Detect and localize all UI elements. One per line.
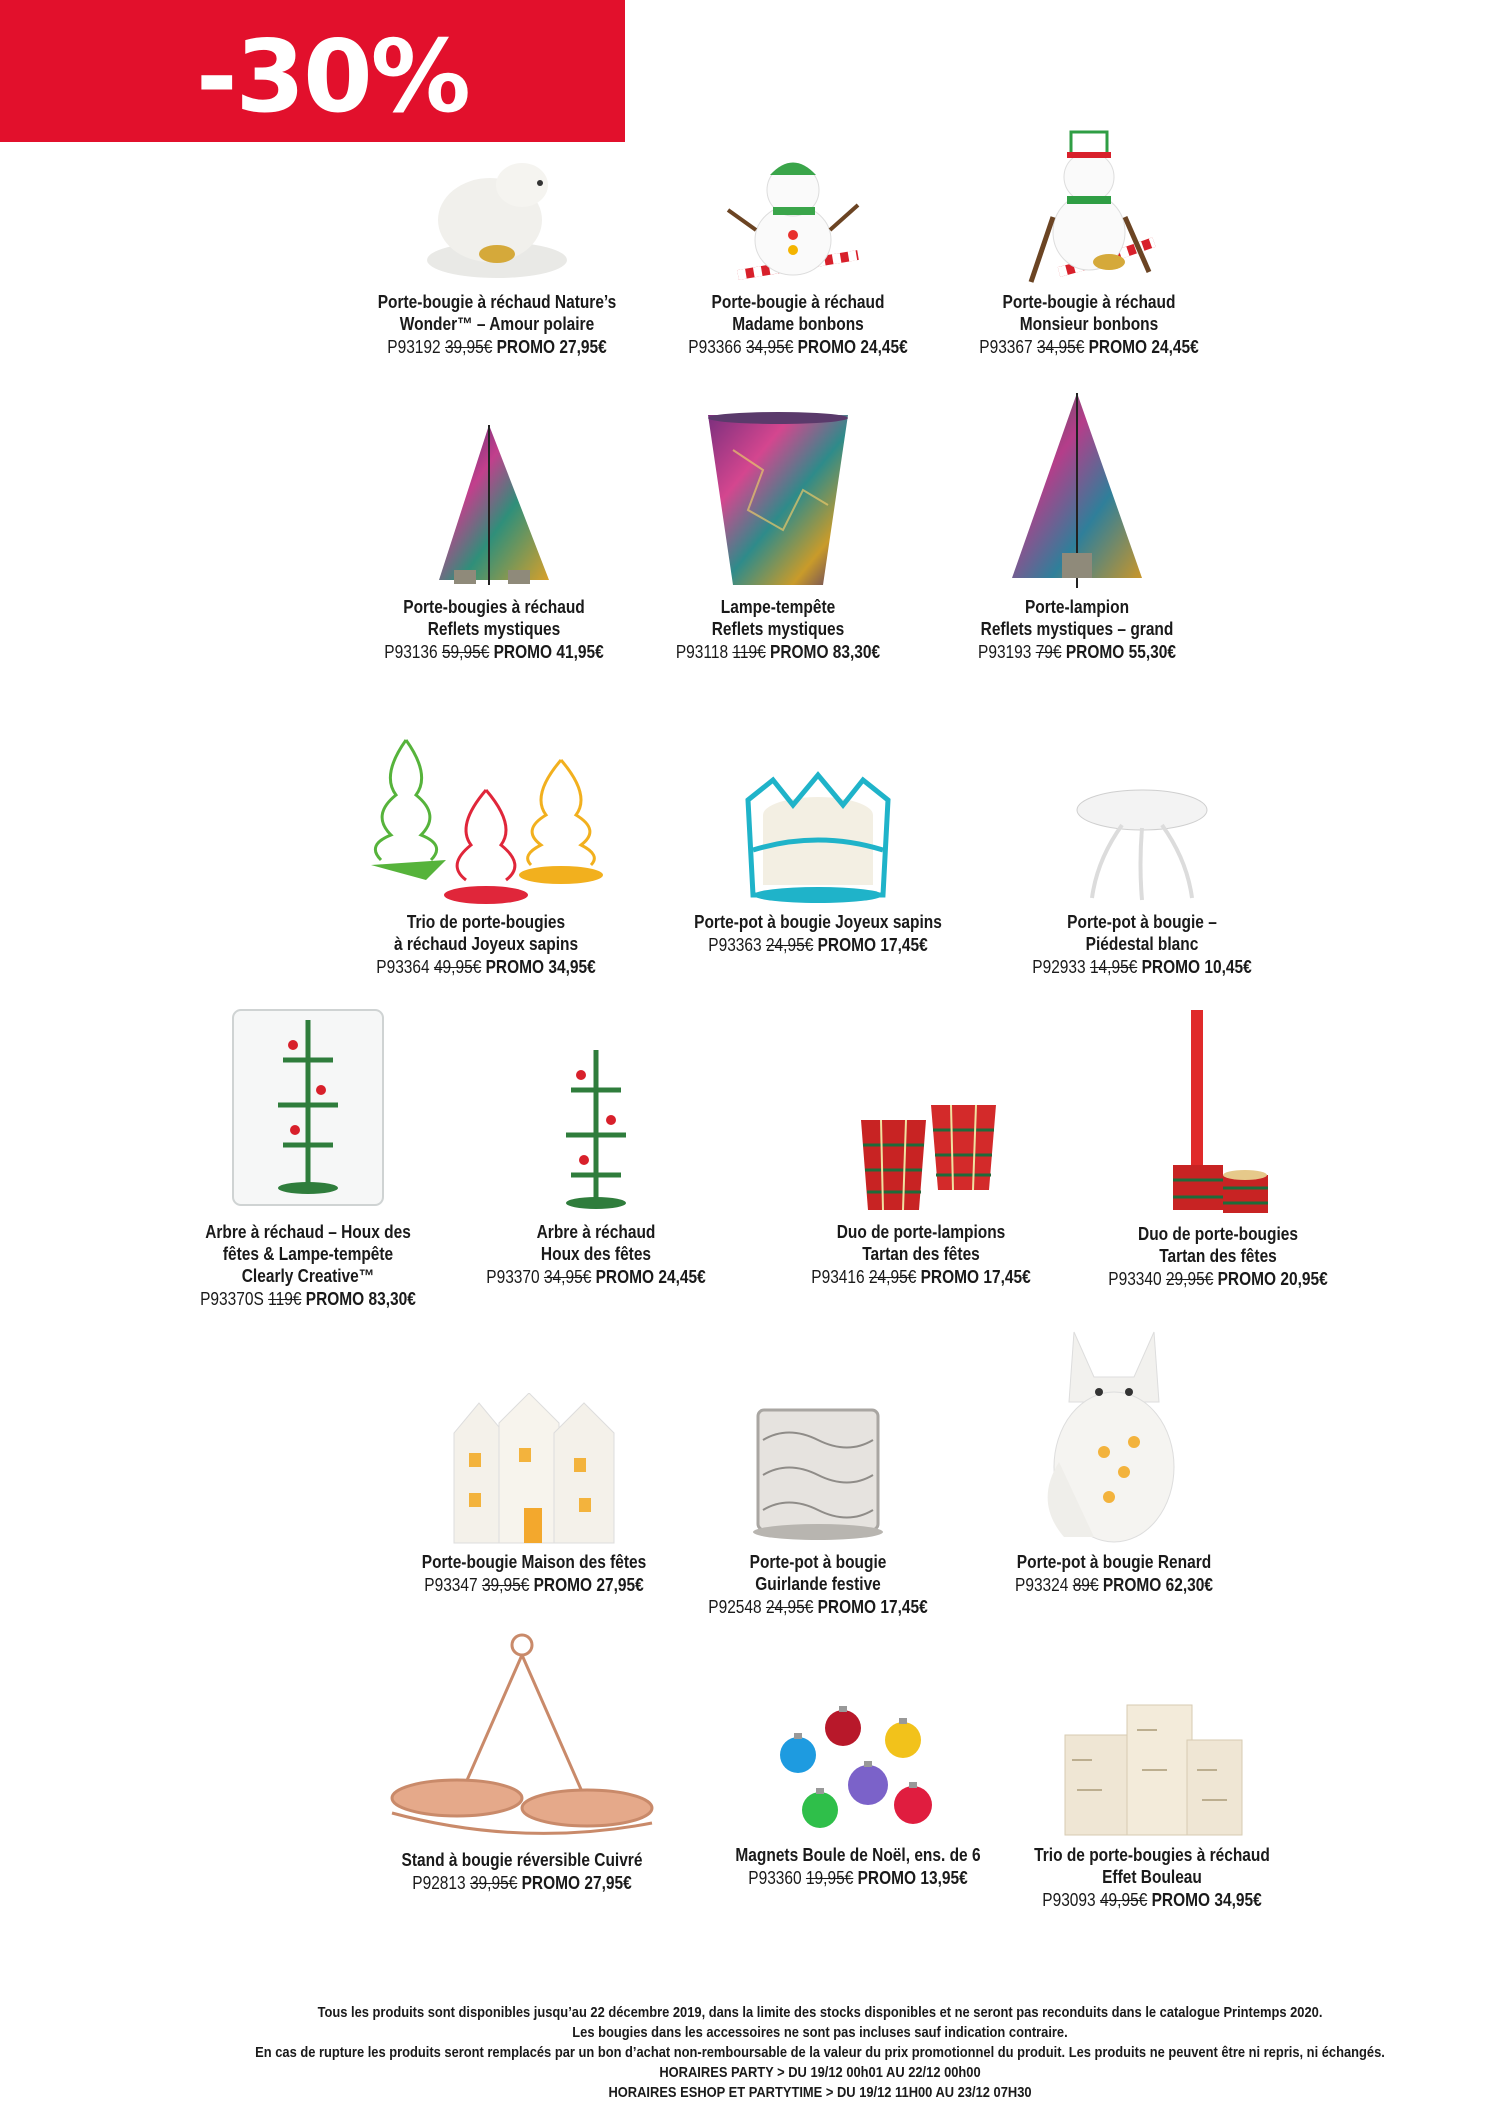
old-price: 34,95€ bbox=[543, 1267, 592, 1287]
footer-legal bbox=[244, 2003, 1396, 2103]
product-price bbox=[357, 955, 615, 979]
ornament-magnets-image bbox=[778, 1700, 938, 1838]
product-card[interactable] bbox=[336, 735, 636, 979]
product-name: Duo de porte-lampions Tartan des fêtes bbox=[836, 1222, 1006, 1264]
old-price: 39,95€ bbox=[481, 1575, 530, 1595]
promo-price: PROMO 24,45€ bbox=[595, 1267, 706, 1287]
product-card[interactable] bbox=[964, 1322, 1264, 1597]
product-price bbox=[1013, 955, 1271, 979]
holiday-house-candle-holder-image bbox=[439, 1393, 629, 1545]
product-ref: P93118 bbox=[675, 642, 729, 662]
product-card[interactable] bbox=[708, 1700, 1008, 1890]
promo-price: PROMO 62,30€ bbox=[1102, 1575, 1213, 1595]
footer-party-hours: HORAIRES PARTY > DU 19/12 00h01 AU 22/12 00h00 bbox=[659, 2064, 981, 2081]
product-price bbox=[365, 640, 623, 664]
product-ref: P93364 bbox=[376, 957, 430, 977]
product-ref: P93324 bbox=[1015, 1575, 1069, 1595]
product-price bbox=[669, 335, 927, 359]
promo-price: PROMO 41,95€ bbox=[493, 642, 604, 662]
product-ref: P92933 bbox=[1032, 957, 1086, 977]
birch-candle-trio-image bbox=[1057, 1700, 1247, 1838]
product-name: Arbre à réchaud Houx des fêtes bbox=[536, 1222, 656, 1264]
product-name: Porte-bougies à réchaud Reflets mystiques bbox=[403, 597, 585, 639]
product-ref: P93193 bbox=[978, 642, 1032, 662]
promo-price: PROMO 27,95€ bbox=[521, 1873, 632, 1893]
tartan-votive-duo-image bbox=[841, 1100, 1001, 1215]
mosaic-hurricane-lamp-image bbox=[703, 410, 853, 590]
old-price: 119€ bbox=[732, 642, 766, 662]
product-name: Porte-lampion Reflets mystiques – grand bbox=[980, 597, 1174, 639]
holly-tree-candle-holder-image bbox=[546, 1045, 646, 1215]
product-ref: P93136 bbox=[384, 642, 438, 662]
product-card[interactable] bbox=[927, 388, 1227, 664]
product-ref: P93340 bbox=[1108, 1269, 1162, 1289]
product-card[interactable] bbox=[648, 145, 948, 359]
fox-jar-holder-image bbox=[1034, 1322, 1194, 1545]
promo-price: PROMO 34,95€ bbox=[1151, 1890, 1262, 1910]
product-price bbox=[729, 1866, 987, 1890]
product-name: Arbre à réchaud – Houx des fêtes & Lampe-tempête Clearly Creative™ bbox=[205, 1222, 411, 1286]
product-ref: P93370S bbox=[200, 1289, 264, 1309]
copper-reversible-stand-image bbox=[382, 1633, 662, 1843]
promo-price: PROMO 17,45€ bbox=[817, 935, 928, 955]
product-ref: P93347 bbox=[424, 1575, 478, 1595]
product-ref: P93192 bbox=[387, 337, 441, 357]
promo-price: PROMO 24,45€ bbox=[797, 337, 908, 357]
old-price: 24,95€ bbox=[765, 1597, 814, 1617]
product-price bbox=[985, 1573, 1243, 1597]
product-card[interactable] bbox=[628, 410, 928, 664]
product-ref: P93370 bbox=[486, 1267, 540, 1287]
footer-candles-note: Les bougies dans les accessoires ne sont pas incluses sauf indication contraire. bbox=[572, 2024, 1068, 2041]
product-card[interactable] bbox=[372, 1633, 672, 1895]
product-card[interactable] bbox=[939, 122, 1239, 359]
product-price bbox=[467, 1265, 725, 1289]
product-name: Duo de porte-bougies Tartan des fêtes bbox=[1138, 1224, 1298, 1266]
product-name: Porte-bougie à réchaud Nature’s Wonder™ – Amour polaire bbox=[377, 292, 617, 334]
promo-price: PROMO 20,95€ bbox=[1217, 1269, 1328, 1289]
product-name: Magnets Boule de Noël, ens. de 6 bbox=[735, 1845, 981, 1865]
old-price: 39,95€ bbox=[469, 1873, 518, 1893]
promo-price: PROMO 10,45€ bbox=[1141, 957, 1252, 977]
product-ref: P93366 bbox=[688, 337, 742, 357]
old-price: 34,95€ bbox=[745, 337, 794, 357]
product-price bbox=[1089, 1267, 1347, 1291]
trio-swirl-trees-image bbox=[361, 735, 611, 905]
product-name: Trio de porte-bougies à réchaud Effet Bouleau bbox=[1034, 1845, 1270, 1887]
product-ref: P92813 bbox=[412, 1873, 466, 1893]
footer-stock-note: En cas de rupture les produits seront remplacés par un bon d’achat non-remboursable de la valeur du prix promotionnel du produit. Les produits ne peuvent être ni repris, ni échangés. bbox=[255, 2044, 1385, 2061]
product-card[interactable] bbox=[344, 420, 644, 664]
product-price bbox=[689, 1595, 947, 1619]
promo-price: PROMO 27,95€ bbox=[533, 1575, 644, 1595]
snowman-monsieur-image bbox=[1009, 122, 1169, 285]
product-card[interactable] bbox=[1068, 1005, 1368, 1291]
old-price: 59,95€ bbox=[441, 642, 490, 662]
promo-price: PROMO 55,30€ bbox=[1065, 642, 1176, 662]
product-name: Porte-bougie à réchaud Madame bonbons bbox=[711, 292, 885, 334]
product-card[interactable] bbox=[1002, 1700, 1302, 1912]
product-price bbox=[1023, 1888, 1281, 1912]
product-price bbox=[649, 640, 907, 664]
product-name: Porte-pot à bougie Guirlande festive bbox=[749, 1552, 887, 1594]
product-card[interactable] bbox=[347, 150, 647, 359]
product-name: Porte-bougie à réchaud Monsieur bonbons bbox=[1002, 292, 1176, 334]
product-price bbox=[792, 1265, 1050, 1289]
product-price bbox=[689, 933, 947, 957]
promo-price: PROMO 34,95€ bbox=[485, 957, 596, 977]
old-price: 24,95€ bbox=[765, 935, 814, 955]
iridescent-tree-lantern-image bbox=[1007, 388, 1147, 590]
promo-price: PROMO 24,45€ bbox=[1088, 337, 1199, 357]
footer-availability: Tous les produits sont disponibles jusqu’au 22 décembre 2019, dans la limite des stocks disponibles et ne seront pas reconduits dans le catalogue Printemps 2020. bbox=[317, 2004, 1323, 2021]
promo-price: PROMO 83,30€ bbox=[770, 642, 881, 662]
old-price: 119€ bbox=[268, 1289, 302, 1309]
discount-text: -30% bbox=[196, 18, 469, 135]
footer-eshop-hours: HORAIRES ESHOP ET PARTYTIME > DU 19/12 11H00 AU 23/12 07H30 bbox=[608, 2084, 1032, 2101]
old-price: 29,95€ bbox=[1165, 1269, 1214, 1289]
product-name: Porte-bougie Maison des fêtes bbox=[421, 1552, 647, 1572]
product-name: Stand à bougie réversible Cuivré bbox=[401, 1850, 643, 1870]
product-ref: P93093 bbox=[1042, 1890, 1096, 1910]
white-pedestal-image bbox=[1067, 780, 1217, 905]
old-price: 79€ bbox=[1035, 642, 1062, 662]
product-price bbox=[948, 640, 1206, 664]
holly-tree-with-glass-image bbox=[223, 1000, 393, 1215]
product-name: Lampe-tempête Reflets mystiques bbox=[711, 597, 845, 639]
old-price: 24,95€ bbox=[868, 1267, 917, 1287]
promo-price: PROMO 27,95€ bbox=[496, 337, 607, 357]
festive-garland-jar-holder-image bbox=[743, 1400, 893, 1545]
promo-price: PROMO 83,30€ bbox=[305, 1289, 416, 1309]
product-card[interactable] bbox=[992, 780, 1292, 979]
product-ref: P93360 bbox=[748, 1868, 802, 1888]
product-price bbox=[393, 1871, 651, 1895]
product-name: Trio de porte-bougies à réchaud Joyeux sapins bbox=[393, 912, 579, 954]
snowman-madame-image bbox=[718, 145, 878, 285]
polar-bear-candle-holder-image bbox=[422, 150, 572, 285]
old-price: 49,95€ bbox=[1099, 1890, 1148, 1910]
product-ref: P92548 bbox=[708, 1597, 762, 1617]
old-price: 34,95€ bbox=[1036, 337, 1085, 357]
product-card[interactable] bbox=[158, 1000, 458, 1311]
promo-price: PROMO 17,45€ bbox=[817, 1597, 928, 1617]
product-name: Porte-pot à bougie Renard bbox=[1016, 1552, 1212, 1572]
product-card[interactable] bbox=[771, 1100, 1071, 1289]
product-card[interactable] bbox=[446, 1045, 746, 1289]
iridescent-tree-candle-holder-image bbox=[434, 420, 554, 590]
product-card[interactable] bbox=[668, 1400, 968, 1619]
promo-price: PROMO 17,45€ bbox=[920, 1267, 1031, 1287]
tartan-candle-duo-image bbox=[1163, 1005, 1273, 1217]
old-price: 49,95€ bbox=[433, 957, 482, 977]
product-name: Porte-pot à bougie – Piédestal blanc bbox=[1067, 912, 1217, 954]
product-price bbox=[179, 1287, 437, 1311]
product-ref: P93367 bbox=[979, 337, 1033, 357]
product-ref: P93363 bbox=[708, 935, 762, 955]
product-price bbox=[368, 335, 626, 359]
product-ref: P93416 bbox=[811, 1267, 865, 1287]
old-price: 19,95€ bbox=[805, 1868, 854, 1888]
product-price bbox=[960, 335, 1218, 359]
old-price: 89€ bbox=[1072, 1575, 1099, 1595]
product-card[interactable] bbox=[384, 1393, 684, 1597]
promo-price: PROMO 13,95€ bbox=[857, 1868, 968, 1888]
discount-banner bbox=[0, 0, 625, 142]
old-price: 39,95€ bbox=[444, 337, 493, 357]
product-price bbox=[405, 1573, 663, 1597]
product-name: Porte-pot à bougie Joyeux sapins bbox=[694, 912, 942, 932]
product-card[interactable] bbox=[668, 770, 968, 957]
turquoise-jar-holder-image bbox=[738, 770, 898, 905]
old-price: 14,95€ bbox=[1089, 957, 1138, 977]
